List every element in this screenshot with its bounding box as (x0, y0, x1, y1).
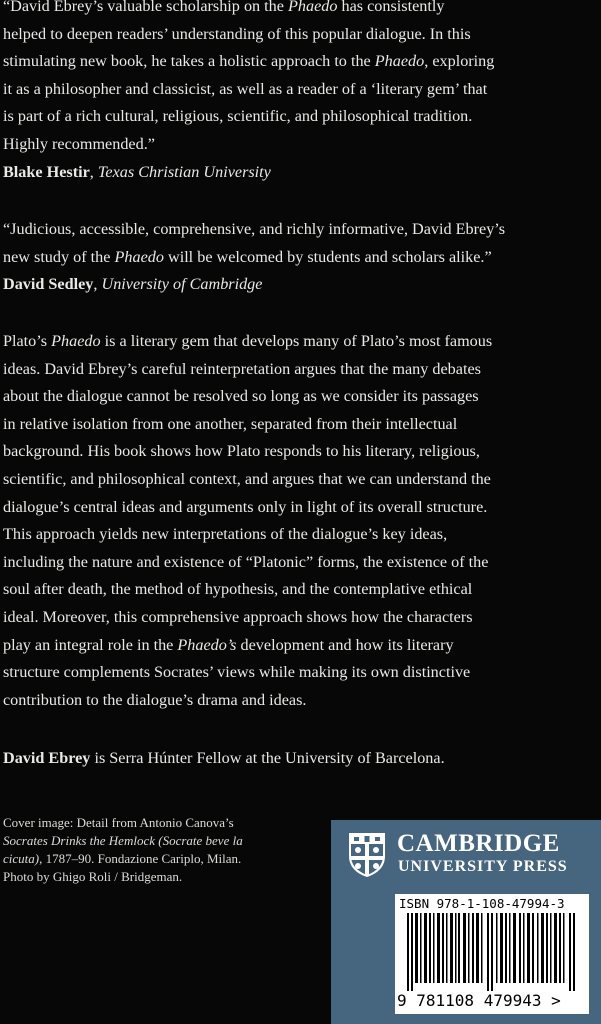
barcode-bars (403, 913, 583, 991)
quote-affiliation: Texas Christian University (97, 162, 271, 181)
publisher-panel (331, 820, 601, 1024)
author-bio: David Ebrey is Serra Húnter Fellow at the University of Barcelona. (3, 749, 445, 767)
quote-blake-hestir: “David Ebrey’s valuable scholarship on the Phaedo has consistently helped to deepen readers’ understanding of this popular dialogue. In this stimulating new book, he takes a holistic approach to the Phaedo, exploring it as a philosopher and classicist, as well as a reader of a ‘literary gem’ that is part of a rich cultural, religious, scientific, and philosophical tradition. Highly recommended.” Blake Hestir, Texas Christian University (3, 0, 597, 186)
quote-author: David Sedley (3, 275, 94, 294)
quote-affiliation: University of Cambridge (101, 275, 263, 294)
author-name: David Ebrey (3, 749, 91, 767)
quote-author: Blake Hestir (3, 162, 90, 181)
publisher-press: UNIVERSITY PRESS (398, 858, 568, 875)
book-description: Plato’s Phaedo is a literary gem that develops many of Plato’s most famous ideas. David Ebrey’s careful reinterpretation argues that the many debates about the dialogue cannot be resolved so long as we consider its passages in relative isolation from one another, separated from their intellectual background. His book shows how Plato responds to his literary, religious, scientific, and philosophical context, and argues that we can understand the dialogue’s central ideas and arguments only in light of its overall structure. This approach yields new interpretations of the dialogue’s key ideas, including the nature and existence of “Platonic” forms, the existence of the soul after death, the method of hypothesis, and the contemplative ethical ideal. Moreover, this comprehensive approach shows how the characters play an integral role in the Phaedo’s development and how its literary structure complements Socrates’ views while making its own distinctive contribution to the dialogue’s drama and ideas. (3, 332, 493, 709)
isbn-label: ISBN 978-1-108-47994-3 (399, 896, 565, 911)
cambridge-shield-icon (348, 832, 386, 878)
quote-attribution: David Sedley, University of Cambridge (3, 275, 263, 294)
quote-attribution: Blake Hestir, Texas Christian University (3, 162, 271, 181)
publisher-name: CAMBRIDGE (397, 830, 560, 857)
barcode-number: 9 781108 479943 > (397, 991, 561, 1010)
quote-david-sedley: “Judicious, accessible, comprehensive, and richly informative, David Ebrey’s new study of the Phaedo will be welcomed by students and scholars alike.” David Sedley, University of Cambridge (3, 216, 597, 299)
cover-image-credit: Cover image: Detail from Antonio Canova’s Socrates Drinks the Hemlock (Socrate beve la cicuta), 1787–90. Fondazione Cariplo, Milan. Photo by Ghigo Roli / Bridgeman. (3, 815, 243, 884)
isbn-barcode (395, 894, 589, 1014)
